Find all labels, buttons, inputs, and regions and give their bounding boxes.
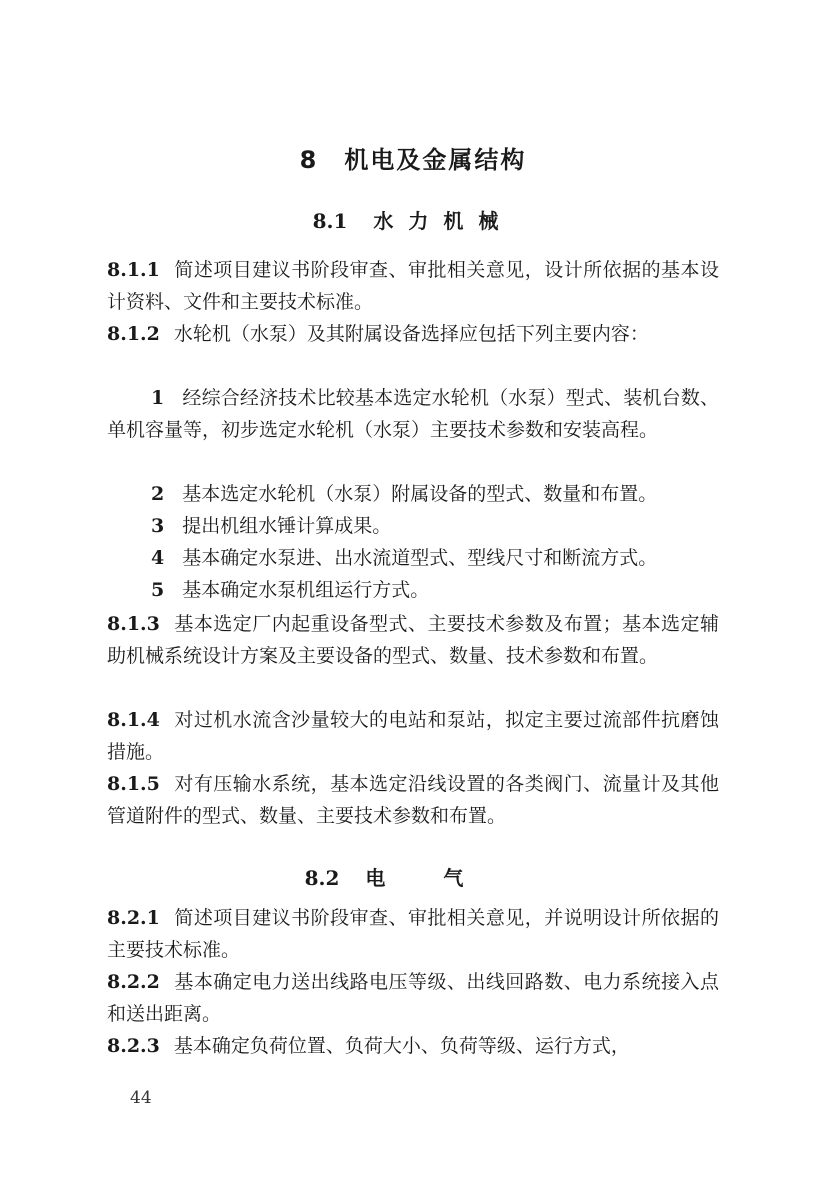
- clause-number: 8.2.3: [107, 1035, 160, 1057]
- list-item: [107, 382, 719, 446]
- list-item-number: 2: [151, 483, 165, 505]
- list-item-text: 经综合经济技术比较基本选定水轮机（水泵）型式、装机台数、单机容量等，初步选定水轮机（水泵）主要技术参数和安装高程。: [107, 387, 719, 441]
- clause-8-1-5: [107, 768, 719, 832]
- section-title: [107, 862, 719, 891]
- clause-8-1-2: [107, 318, 719, 350]
- clause-8-1-3: [107, 608, 719, 672]
- chapter-title-text: 机电及金属结构: [344, 146, 527, 174]
- list-item-number: 1: [151, 387, 165, 409]
- list-item: [107, 510, 719, 542]
- section-title-text: 电气: [365, 866, 522, 890]
- clause-number: 8.1.5: [107, 773, 160, 795]
- clause-number: 8.2.1: [107, 907, 160, 929]
- section-title: [107, 205, 719, 234]
- clause-8-2-3: [107, 1030, 719, 1062]
- clause-number: 8.1.4: [107, 709, 160, 731]
- clause-text: 基本选定厂内起重设备型式、主要技术参数及布置；基本选定辅助机械系统设计方案及主要设备的型式、数量、技术参数和布置。: [107, 613, 719, 667]
- list-item: [107, 542, 719, 574]
- clause-text: 水轮机（水泵）及其附属设备选择应包括下列主要内容：: [173, 323, 649, 345]
- list-item-text: 基本选定水轮机（水泵）附属设备的型式、数量和布置。: [182, 483, 658, 505]
- chapter-title: [107, 140, 719, 175]
- chapter-number: 8: [299, 146, 319, 174]
- list-item: [107, 574, 719, 606]
- clause-text: 简述项目建议书阶段审查、审批相关意见，设计所依据的基本设计资料、文件和主要技术标准。: [107, 259, 719, 313]
- clause-8-1-1: [107, 254, 719, 318]
- clause-text: 基本确定负荷位置、负荷大小、负荷等级、运行方式，: [173, 1035, 630, 1057]
- page-number: 44: [130, 1088, 152, 1108]
- clause-text: 基本确定电力送出线路电压等级、出线回路数、电力系统接入点和送出距离。: [107, 971, 719, 1025]
- clause-number: 8.1.3: [107, 613, 160, 635]
- section-number: 8.1: [312, 209, 348, 233]
- list-item: [107, 478, 719, 510]
- section-title-text: 水力机械: [373, 209, 514, 233]
- list-item-text: 基本确定水泵进、出水流道型式、型线尺寸和断流方式。: [182, 547, 658, 569]
- clause-8-2-2: [107, 966, 719, 1030]
- clause-8-1-4: [107, 704, 719, 768]
- section-number: 8.2: [304, 866, 340, 890]
- list-item-number: 5: [151, 579, 165, 601]
- clause-number: 8.2.2: [107, 971, 160, 993]
- clause-text: 对有压输水系统，基本选定沿线设置的各类阀门、流量计及其他管道附件的型式、数量、主要技术参数和布置。: [107, 773, 719, 827]
- list-item-text: 提出机组水锤计算成果。: [182, 515, 392, 537]
- list-item-number: 3: [151, 515, 165, 537]
- list-item-text: 基本确定水泵机组运行方式。: [182, 579, 430, 601]
- list-item-number: 4: [151, 547, 165, 569]
- clause-8-2-1: [107, 902, 719, 966]
- clause-number: 8.1.1: [107, 259, 160, 281]
- clause-text: 对过机水流含沙量较大的电站和泵站，拟定主要过流部件抗磨蚀措施。: [107, 709, 719, 763]
- clause-number: 8.1.2: [107, 323, 160, 345]
- clause-text: 简述项目建议书阶段审查、审批相关意见，并说明设计所依据的主要技术标准。: [107, 907, 719, 961]
